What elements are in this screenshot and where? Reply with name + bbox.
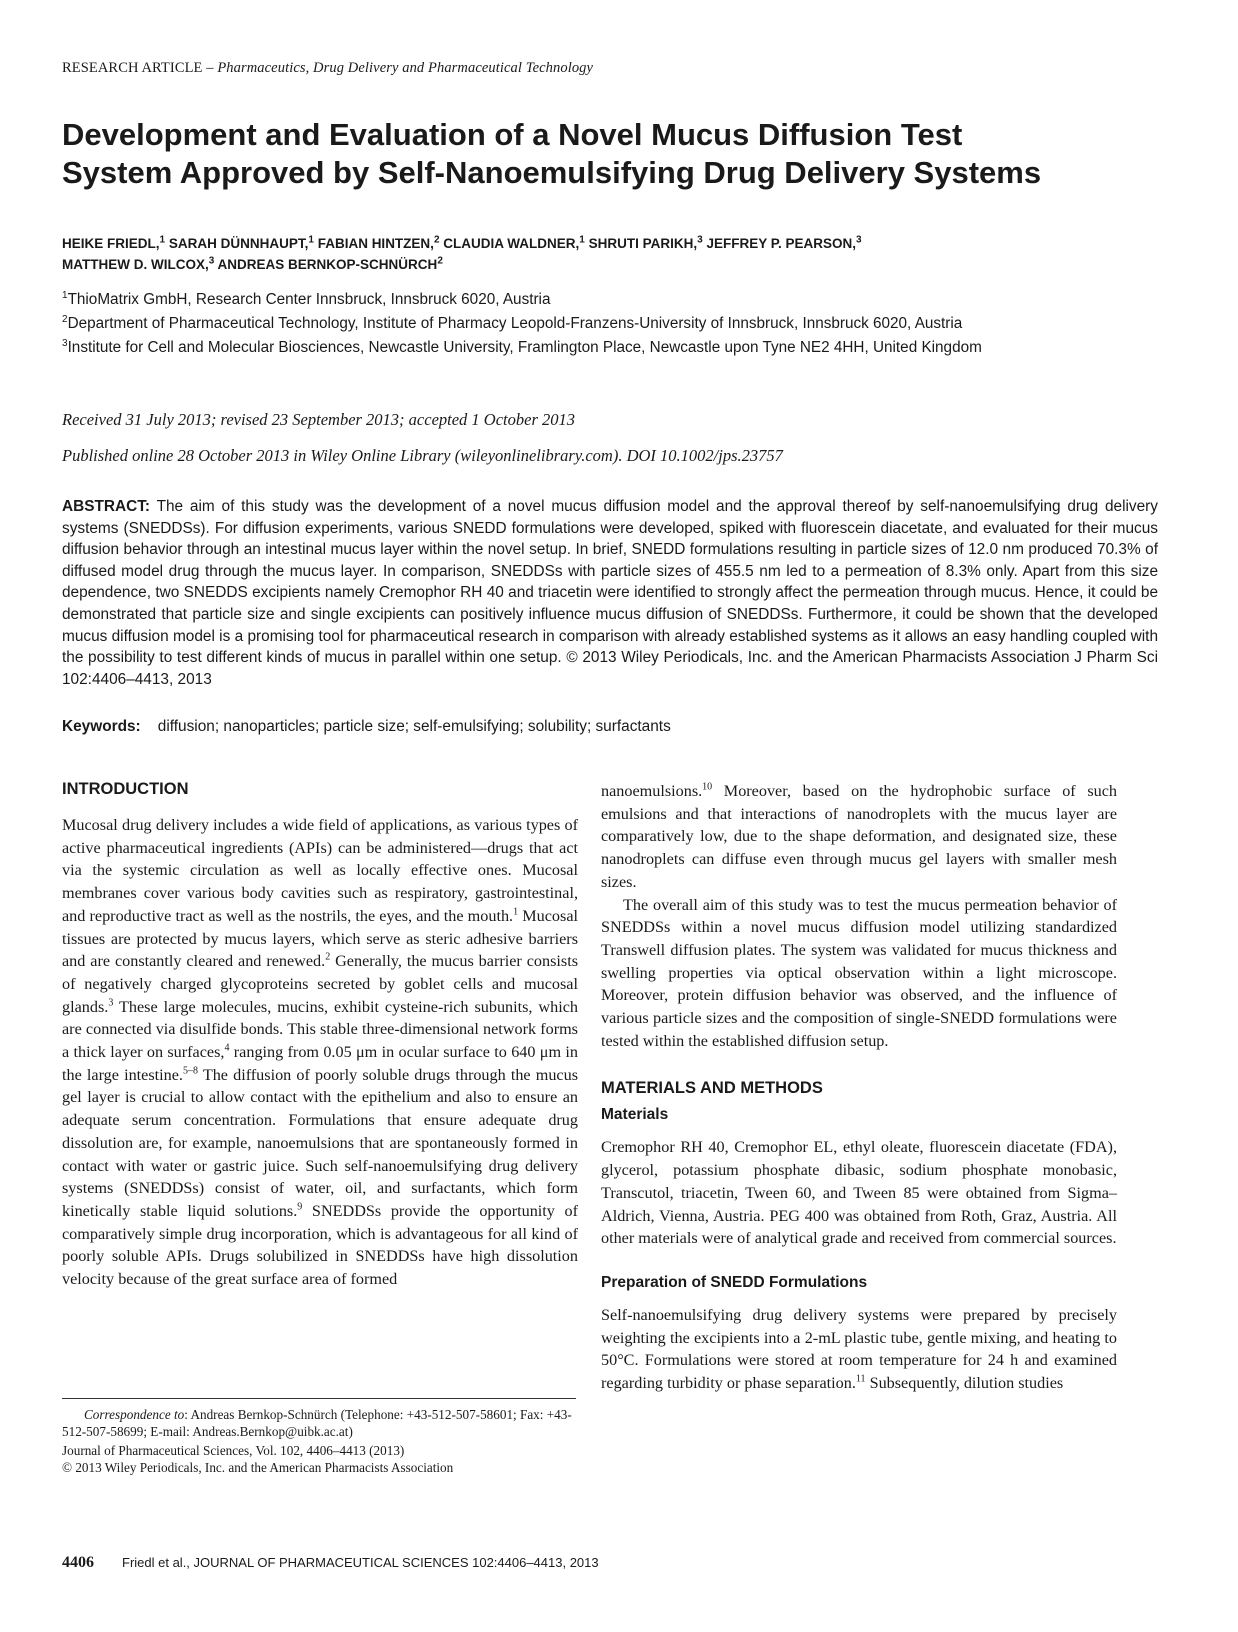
materials-methods-heading: MATERIALS AND METHODS <box>601 1079 823 1098</box>
affiliations <box>62 288 1172 360</box>
preparation-paragraph: Self-nanoemulsifying drug delivery systems were prepared by precisely weighting the excipients into a 2-mL plastic tube, gentle mixing, and heating to 50°C. Formulations were stored at room temperature for 24 h and examined regarding turbidity or phase separation.$^{11}$ Subsequently, dilution studies <box>601 1305 1117 1393</box>
author: FABIAN HINTZEN,$^2$ <box>317 234 440 251</box>
author-list <box>62 233 1182 275</box>
page-number: 4406 <box>62 1554 94 1571</box>
received-dates: Received 31 July 2013; revised 23 September 2013; accepted 1 October 2013 <box>62 410 575 429</box>
journal-info: Journal of Pharmaceutical Sciences, Vol. 102, 4406–4413 (2013) <box>62 1443 405 1458</box>
author: CLAUDIA WALDNER,$^1$ <box>443 234 585 251</box>
journal-section: Pharmaceutics, Drug Delivery and Pharmaceutical Technology <box>217 60 594 76</box>
title-line-1: Development and Evaluation of a Novel Mucus Diffusion Test <box>62 117 963 152</box>
abstract-label: ABSTRACT: <box>62 498 151 515</box>
abstract-text: The aim of this study was the development of a novel mucus diffusion model and the approval thereof by self-nanoemulsifying drug delivery systems (SNEDDSs). For diffusion experiments, various SNEDD formulations were developed, spiked with fluorescein diacetate, and evaluated for their mucus diffusion behavior through an intestinal mucus layer within the novel setup. In brief, SNEDD formulations resulting in particle sizes of 12.0 nm produced 70.3% of diffused model drug through the mucus layer. In comparison, SNEDDSs with particle sizes of 455.5 nm led to a permeation of 8.3% only. Apart from this size dependence, two SNEDDS excipients namely Cremophor RH 40 and triacetin were identified to strongly affect the permeation through mucus. Hence, it could be demonstrated that particle size and single excipients can positively influence mucus diffusion of SNEDDSs. Furthermore, it could be shown that the developed mucus diffusion model is a promising tool for pharmaceutical research in comparison with already established systems as it allows an easy handling coupled with the possibility to test different kinds of mucus in parallel within one setup. © 2013 Wiley Periodicals, Inc. and the American Pharmacists Association J Pharm Sci 102:4406–4413, 2013 <box>62 498 1159 688</box>
materials-heading: Materials <box>601 1106 669 1124</box>
introduction-paragraph: Mucosal drug delivery includes a wide field of applications, as various types of active pharmaceutical ingredients (APIs) can be administered—drugs that act via the systemic circulation as well as locally effective ones. Mucosal membranes cover various body cavities such as respiratory, gastrointestinal, and reproductive tract as well as the nostrils, the eyes, and the mouth.$^1$ Mucosal tissues are protected by mucus layers, which serve as steric adhesive barriers and are constantly cleared and renewed.$^2$ Generally, the mucus barrier consists of negatively charged glycoproteins secreted by goblet cells and mucosal glands.$^3$ These large molecules, mucins, exhibit cysteine-rich subunits, which are connected via disulfide bonds. This stable three-dimensional network forms a thick layer on surfaces,$^4$ ranging from 0.05 μm in ocular surface to 640 μm in the large intestine.$^{5-8}$ The diffusion of poorly soluble drugs through the mucus gel layer is crucial to allow contact with the epithelium and also to ensure an adequate serum concentration. Formulations that ensure adequate drug dissolution are, for example, nanoemulsions that are spontaneously formed in contact with water or gastric juice. Such self-nanoemulsifying drug delivery systems (SNEDDSs) consist of water, oil, and surfactants, which form kinetically stable liquid solutions.$^9$ SNEDDSs provide the opportunity of comparatively simple drug incorporation, which is advantageous for all kind of poorly soluble APIs. Drugs solubilized in SNEDDSs have high dissolution velocity because of the great surface area of formed <box>62 816 579 1289</box>
right-column <box>601 780 1117 1395</box>
footnote <box>62 1406 578 1476</box>
introduction-heading: INTRODUCTION <box>62 780 189 798</box>
author: HEIKE FRIEDL,$^1$ <box>62 234 166 251</box>
materials-paragraph: Cremophor RH 40, Cremophor EL, ethyl oleate, fluorescein diacetate (FDA), glycerol, potassium phosphate dibasic, sodium phosphate monobasic, Transcutol, triacetin, Tween 60, and Tween 85 were obtained from Sigma–Aldrich, Vienna, Austria. PEG 400 was obtained from Roth, Graz, Austria. All other materials were of analytical grade and received from commercial sources. <box>601 1138 1117 1248</box>
running-head <box>62 60 593 77</box>
affiliation-item: $^3$Institute for Cell and Molecular Biosciences, Newcastle University, Framlington Place, Newcastle upon Tyne NE2 4HH, United Kingdom <box>62 337 982 356</box>
introduction-paragraph: nanoemulsions.$^{10}$ Moreover, based on the hydrophobic surface of such emulsions and that interactions of nanodroplets with the mucus layer are comparatively low, due to the shape deformation, and designated size, these nanodroplets can diffuse even through mucus gel layers with smaller mesh sizes. <box>601 781 1117 891</box>
footer-citation: Friedl et al., JOURNAL OF PHARMACEUTICAL SCIENCES 102:4406–4413, 2013 <box>122 1555 599 1570</box>
page-footer <box>62 1554 599 1572</box>
study-aim-paragraph: The overall aim of this study was to test the mucus permeation behavior of SNEDDSs within a novel mucus diffusion model utilizing standardized Transwell diffusion plates. The system was validated for mucus thickness and swelling properties via optical observation within a light microscope. Moreover, protein diffusion behavior was observed, and the influence of various particle sizes and the composition of single-SNEDD formulations were tested within the established diffusion setup. <box>601 895 1117 1050</box>
article-type: RESEARCH ARTICLE <box>62 60 203 76</box>
author: JEFFREY P. PEARSON,$^3$ <box>706 234 862 251</box>
abstract <box>62 496 1158 690</box>
publication-info: Published online 28 October 2013 in Wiley Online Library (wileyonlinelibrary.com). DOI 10.1002/jps.23757 <box>62 446 783 465</box>
title-line-2: System Approved by Self-Nanoemulsifying Drug Delivery Systems <box>62 155 1042 190</box>
affiliation-item: $^1$ThioMatrix GmbH, Research Center Innsbruck, Innsbruck 6020, Austria <box>62 289 551 308</box>
author: SHRUTI PARIKH,$^3$ <box>588 234 703 251</box>
left-column <box>62 780 578 1291</box>
author: ANDREAS BERNKOP-SCHNÜRCH$^2$ <box>217 255 443 272</box>
keywords-text: diffusion; nanoparticles; particle size; self-emulsifying; solubility; surfactants <box>157 718 671 735</box>
copyright: © 2013 Wiley Periodicals, Inc. and the American Pharmacists Association <box>62 1460 454 1475</box>
preparation-heading: Preparation of SNEDD Formulations <box>601 1273 868 1291</box>
keywords-label: Keywords: <box>62 718 141 735</box>
footnote-divider <box>62 1398 576 1399</box>
running-head-separator: – <box>202 60 218 76</box>
correspondence: Correspondence to: Andreas Bernkop-Schnürch (Telephone: +43-512-507-58601; Fax: +43-512-507-58699; E-mail: Andreas.Bernkop@uibk.ac.at) <box>62 1407 572 1439</box>
author: MATTHEW D. WILCOX,$^3$ <box>62 255 215 272</box>
author: SARAH DÜNNHAUPT,$^1$ <box>168 234 314 251</box>
keywords <box>62 716 1158 737</box>
article-title <box>62 116 1182 192</box>
affiliation-item: $^2$Department of Pharmaceutical Technology, Institute of Pharmacy Leopold-Franzens-University of Innsbruck, Innsbruck 6020, Austria <box>62 313 963 332</box>
